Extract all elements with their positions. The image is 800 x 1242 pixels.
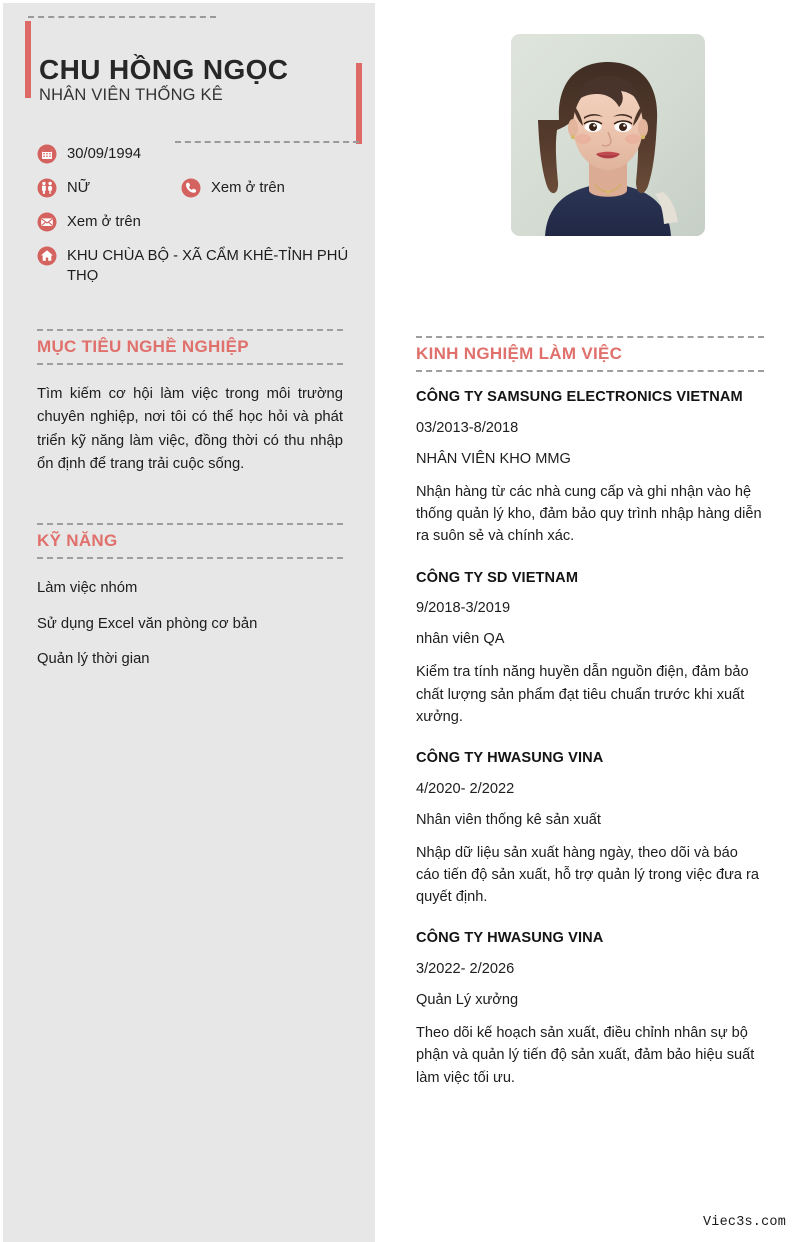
contact-row-email	[37, 211, 357, 237]
experience-job-title: Nhân viên thống kê sản xuất	[416, 811, 601, 828]
experience-description: Nhận hàng từ các nhà cung cấp và ghi nhận vào hệ thống quản lý kho, đảm bảo quy trình nhập hàng diễn ra suôn sẻ và chính xác.	[416, 484, 762, 545]
experience-job-title: Quản Lý xưởng	[416, 992, 519, 1009]
header-right-accent-bar	[356, 63, 362, 144]
contact-birthday-value: 30/09/1994	[67, 146, 142, 162]
section-career-objective	[37, 329, 343, 476]
list-item	[416, 929, 764, 1088]
list-item	[416, 749, 764, 908]
section-header-skills	[37, 523, 343, 559]
footer-brand: Viec3s.com	[702, 1215, 786, 1230]
page-title: CHU HỒNG NGỌC	[39, 53, 289, 85]
portrait-photo	[511, 34, 705, 236]
experience-description: Nhập dữ liệu sản xuất hàng ngày, theo dõi và báo cáo tiến độ sản xuất, hỗ trợ quản lý trong việc đưa ra quyết định.	[416, 844, 760, 906]
contact-email-value: Xem ở trên	[67, 214, 141, 230]
section-title-experience: KINH NGHIỆM LÀM VIỆC	[416, 344, 623, 363]
avatar	[511, 34, 705, 236]
experience-description: Kiểm tra tính năng huyền dẫn nguồn điện, đảm bảo chất lượng sản phẩm đạt tiêu chuẩn trước khi xuất xưởng.	[416, 664, 749, 725]
experience-list	[416, 372, 764, 1089]
section-work-experience	[416, 336, 764, 1110]
contact-row-gender-phone	[37, 177, 357, 203]
gender-icon	[37, 178, 57, 198]
experience-company: CÔNG TY SD VIETNAM	[416, 569, 579, 586]
experience-job-title: NHÂN VIÊN KHO MMG	[416, 451, 571, 468]
skills-list	[37, 559, 343, 670]
contact-row-address	[37, 245, 357, 287]
envelope-icon	[37, 212, 57, 232]
list-item: Làm việc nhóm	[37, 580, 138, 597]
career-objective-text: Tìm kiếm cơ hội làm việc trong môi trường chuyên nghiệp, nơi tôi có thể học hỏi và phát triển kỹ năng làm việc, đồng thời có thu nhập ổn định để trang trải cuộc sống.	[37, 386, 343, 472]
phone-icon	[181, 178, 201, 198]
main-column	[375, 0, 800, 1242]
section-skills	[37, 523, 343, 684]
home-icon	[37, 246, 57, 266]
name-accent-bar	[25, 21, 31, 98]
experience-period: 4/2020- 2/2022	[416, 780, 515, 797]
contact-info-block	[37, 143, 357, 295]
list-item: Sử dụng Excel văn phòng cơ bản	[37, 615, 258, 632]
job-role-subtitle: NHÂN VIÊN THỐNG KÊ	[39, 86, 223, 104]
section-header-objective	[37, 329, 343, 365]
list-item	[416, 569, 764, 728]
experience-period: 9/2018-3/2019	[416, 600, 511, 617]
section-title-skills: KỸ NĂNG	[37, 531, 118, 550]
contact-address-value: KHU CHÙA BỘ - XÃ CẨM KHÊ-TỈNH PHÚ THỌ	[67, 248, 349, 285]
list-item	[416, 388, 764, 547]
section-header-experience	[416, 336, 764, 372]
calendar-icon	[37, 144, 57, 164]
header-top-divider	[28, 16, 216, 18]
experience-company: CÔNG TY HWASUNG VINA	[416, 749, 604, 766]
contact-gender-value: NỮ	[67, 180, 91, 196]
experience-job-title: nhân viên QA	[416, 631, 505, 648]
contact-row-birthday	[37, 143, 357, 169]
list-item: Quản lý thời gian	[37, 651, 150, 667]
contact-phone-value: Xem ở trên	[211, 180, 285, 196]
experience-description: Theo dõi kế hoạch sản xuất, điều chỉnh nhân sự bộ phận và quản lý tiến độ sản xuất, đảm bảo hiệu suất làm việc tối ưu.	[416, 1025, 755, 1086]
experience-period: 3/2022- 2/2026	[416, 961, 515, 978]
section-title-objective: MỤC TIÊU NGHỀ NGHIỆP	[37, 337, 249, 356]
experience-company: CÔNG TY SAMSUNG ELECTRONICS VIETNAM	[416, 389, 743, 406]
experience-period: 03/2013-8/2018	[416, 420, 519, 437]
experience-company: CÔNG TY HWASUNG VINA	[416, 930, 604, 947]
sidebar	[3, 3, 375, 1242]
